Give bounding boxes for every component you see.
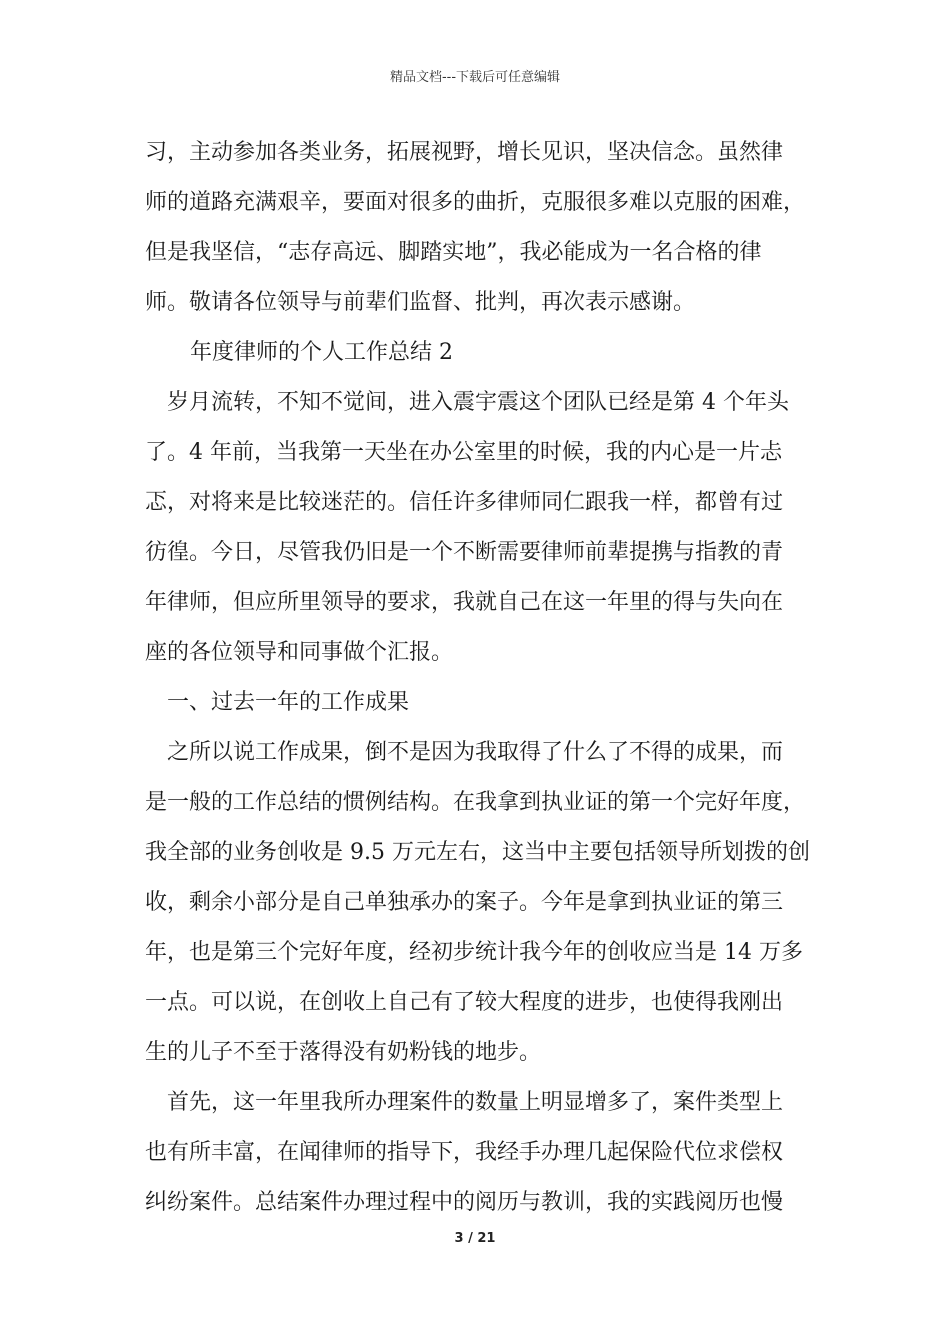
page-header: 精品文档---下载后可任意编辑 [389,70,561,85]
page-number: 3 / 21 [454,1231,496,1246]
paragraph-line: 首先，这一年里我所办理案件的数量上明显增多了，案件类型上 [167,1090,784,1115]
paragraph-line: 年律师，但应所里领导的要求，我就自己在这一年里的得与失向在 [145,590,784,615]
paragraph-line: 习，主动参加各类业务，拓展视野，增长见识，坚决信念。虽然律 [145,140,784,165]
paragraph-line: 纠纷案件。总结案件办理过程中的阅历与教训，我的实践阅历也慢 [145,1190,784,1215]
paragraph-line: 是一般的工作总结的惯例结构。在我拿到执业证的第一个完好年度， [145,790,806,815]
paragraph-line: 之所以说工作成果，倒不是因为我取得了什么了不得的成果，而 [167,740,784,765]
paragraph-line: 岁月流转，不知不觉间，进入震宇震这个团队已经是第 4 个年头 [167,390,789,415]
subsection-heading: 一、过去一年的工作成果 [167,690,410,715]
paragraph-line: 忑，对将来是比较迷茫的。信任许多律师同仁跟我一样，都曾有过 [145,490,784,515]
paragraph-line: 了。4 年前，当我第一天坐在办公室里的时候，我的内心是一片忐 [145,440,782,465]
paragraph-line: 生的儿子不至于落得没有奶粉钱的地步。 [145,1040,542,1065]
paragraph-line: 师的道路充满艰辛，要面对很多的曲折，克服很多难以克服的困难， [145,190,806,215]
section-title: 年度律师的个人工作总结 2 [190,340,453,365]
paragraph-line: 座的各位领导和同事做个汇报。 [145,640,454,665]
paragraph-line: 但是我坚信，“志存高远、脚踏实地”，我必能成为一名合格的律 [145,240,762,265]
paragraph-line: 彷徨。今日，尽管我仍旧是一个不断需要律师前辈提携与指教的青 [145,540,784,565]
paragraph-line: 师。敬请各位领导与前辈们监督、批判，再次表示感谢。 [145,290,696,315]
paragraph-line: 年，也是第三个完好年度，经初步统计我今年的创收应当是 14 万多 [145,940,803,965]
document-body [145,128,810,1228]
paragraph-line: 我全部的业务创收是 9.5 万元左右，这当中主要包括领导所划拨的创 [145,840,810,865]
paragraph-line: 收，剩余小部分是自己单独承办的案子。今年是拿到执业证的第三 [145,890,784,915]
paragraph-line: 也有所丰富，在闻律师的指导下，我经手办理几起保险代位求偿权 [145,1140,784,1165]
paragraph-line: 一点。可以说，在创收上自己有了较大程度的进步，也使得我刚出 [145,990,784,1015]
